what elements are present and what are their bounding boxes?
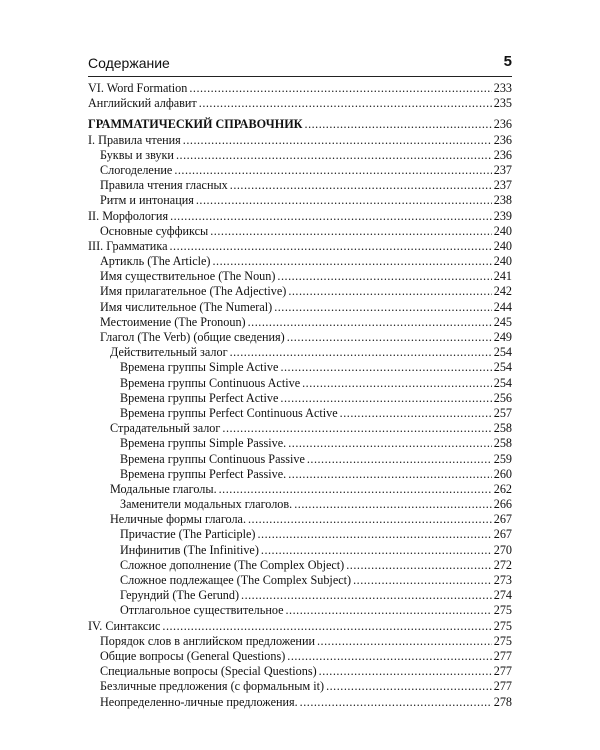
toc-dot-leader [176,148,492,163]
toc-entry-title: Причастие (The Participle) [120,527,256,542]
toc-dot-leader [340,406,492,421]
toc-entry-title: Основные суффиксы [100,223,209,238]
toc-entry[interactable] [88,558,512,573]
toc-dot-leader [274,300,492,315]
toc-dot-leader [170,209,492,224]
toc-entry-title: Отглагольное существительное [120,603,284,618]
toc-entry-page: 249 [493,330,512,344]
toc-dot-leader [212,254,491,269]
toc-entry-title: Буквы и звуки [100,147,174,162]
toc-entry-page: 239 [493,208,512,223]
toc-entry[interactable] [88,148,512,163]
toc-entry-title: Имя числительное (The Numeral) [100,299,273,314]
toc-entry[interactable] [88,254,512,269]
toc-entry-page: 267 [493,527,512,542]
toc-dot-leader [230,178,492,193]
toc-entry-title: Местоимение (The Pronoun) [100,314,246,329]
toc-dot-leader [280,391,491,406]
toc-entry-title: Времена группы Continuous Active [120,375,301,390]
toc-entry[interactable] [88,512,512,527]
toc-entry-page: 241 [493,269,512,284]
toc-dot-leader [294,497,492,512]
toc-dot-leader [174,163,491,178]
toc-dot-leader [277,269,491,284]
toc-dot-leader [346,558,491,573]
toc-entry-page: 254 [493,375,512,390]
table-of-contents [88,81,512,710]
toc-dot-leader [288,284,491,299]
toc-entry[interactable] [88,406,512,421]
toc-entry-page: 258 [493,421,512,436]
toc-dot-leader [210,224,491,239]
toc-dot-leader [287,330,492,345]
toc-entry-page: 237 [493,162,512,177]
toc-entry-title: Правила чтения гласных [100,178,228,193]
toc-entry-title: III. Грамматика [88,238,168,253]
toc-entry-page: 267 [493,512,512,527]
toc-entry[interactable] [88,345,512,360]
toc-dot-leader [230,345,492,360]
toc-entry-title: Времена группы Simple Passive. [120,436,287,451]
toc-entry-page: 260 [493,466,512,481]
toc-entry-title: VI. Word Formation [88,81,188,95]
toc-entry-page: 240 [493,254,512,269]
toc-entry-title: Имя существительное (The Noun) [100,269,276,284]
toc-entry[interactable] [88,603,512,618]
toc-entry[interactable] [88,649,512,664]
toc-entry-title: I. Правила чтения [88,132,181,147]
toc-dot-leader [258,527,492,542]
toc-dot-leader [196,193,492,208]
toc-entry[interactable] [88,133,512,148]
toc-entry-title: Времена группы Simple Active [120,360,279,375]
toc-entry[interactable] [88,664,512,679]
toc-entry[interactable] [88,269,512,284]
toc-entry-page: 244 [493,299,512,314]
toc-entry[interactable] [88,467,512,482]
toc-entry[interactable] [88,391,512,406]
toc-dot-leader [353,573,492,588]
toc-entry-page: 245 [493,314,512,329]
toc-dot-leader [199,96,492,111]
toc-entry-page: 242 [493,284,512,299]
toc-entry-page: 237 [493,178,512,193]
toc-entry-title: Заменители модальных глаголов. [120,497,293,512]
toc-entry[interactable] [88,436,512,451]
toc-entry-title: Герундий (The Gerund) [120,588,240,603]
toc-entry-title: Времена группы Perfect Passive. [120,466,287,481]
toc-entry-page: 240 [493,223,512,238]
toc-dot-leader [183,133,492,148]
toc-entry-page: 273 [493,573,512,587]
toc-dot-leader [248,315,492,330]
toc-entry[interactable] [88,527,512,542]
toc-entry[interactable] [88,209,512,224]
toc-dot-leader [286,603,492,618]
toc-entry-title: Ритм и интонация [100,193,194,208]
toc-entry-page: 277 [493,648,512,663]
toc-dot-leader [219,482,492,497]
toc-entry-page: 236 [493,117,512,132]
toc-entry[interactable] [88,163,512,178]
toc-dot-leader [307,452,492,467]
toc-dot-leader [280,360,491,375]
toc-entry-page: 275 [493,603,512,618]
toc-entry-page: 277 [493,664,512,679]
toc-dot-leader [300,695,492,710]
toc-entry[interactable] [88,315,512,330]
toc-entry-title: Действительный залог [110,345,228,360]
header-title: Содержание [88,55,170,71]
toc-entry[interactable] [88,695,512,710]
toc-dot-leader [287,649,491,664]
toc-entry-title: Слогоделение [100,162,173,177]
toc-entry[interactable] [88,178,512,193]
toc-entry-page: 272 [493,557,512,572]
toc-entry-title: Неличные формы глагола. [110,512,246,527]
toc-entry-page: 275 [493,618,512,633]
toc-dot-leader [305,117,492,132]
toc-entry-page: 259 [493,451,512,466]
toc-entry[interactable] [88,543,512,558]
toc-dot-leader [317,634,492,649]
toc-entry-title: ГРАММАТИЧЕСКИЙ СПРАВОЧНИК [88,117,303,132]
toc-entry[interactable] [88,330,512,345]
toc-entry[interactable] [88,482,512,497]
toc-entry-page: 254 [493,345,512,360]
toc-entry-page: 235 [493,96,512,111]
toc-entry-title: Модальные глаголы. [110,481,217,496]
toc-entry[interactable] [88,497,512,512]
toc-entry-title: Времена группы Continuous Passive [120,451,305,466]
toc-entry-page: 257 [493,405,512,420]
toc-entry-page: 266 [493,497,512,512]
toc-entry-page: 258 [493,436,512,451]
toc-entry[interactable] [88,573,512,588]
toc-entry[interactable] [88,239,512,254]
toc-dot-leader [222,421,491,436]
toc-entry-page: 256 [493,390,512,405]
toc-entry-title: Порядок слов в английском предложении [100,633,315,648]
toc-entry-title: Времена группы Perfect Active [120,390,279,405]
toc-dot-leader [288,467,492,482]
toc-entry-page: 270 [493,542,512,557]
toc-entry-page: 277 [493,679,512,694]
toc-entry[interactable] [88,81,512,96]
toc-entry-title: Инфинитив (The Infinitive) [120,542,259,557]
toc-dot-leader [169,239,491,254]
toc-entry-title: Общие вопросы (General Questions) [100,648,286,663]
toc-entry-title: Страдательный залог [110,421,221,436]
toc-dot-leader [326,679,492,694]
toc-entry[interactable] [88,117,512,132]
toc-entry-page: 236 [493,132,512,147]
toc-entry-title: II. Морфология [88,208,169,223]
toc-entry-title: IV. Синтаксис [88,618,161,633]
toc-entry[interactable] [88,452,512,467]
toc-dot-leader [248,512,492,527]
toc-dot-leader [261,543,492,558]
toc-dot-leader [241,588,492,603]
toc-entry[interactable] [88,634,512,649]
toc-dot-leader [319,664,492,679]
toc-entry-title: Глагол (The Verb) (общие сведения) [100,330,285,344]
toc-entry-page: 254 [493,360,512,375]
toc-entry[interactable] [88,224,512,239]
toc-entry[interactable] [88,300,512,315]
toc-entry-page: 262 [493,481,512,496]
toc-dot-leader [189,81,491,96]
toc-entry-title: Сложное дополнение (The Complex Object) [120,557,345,572]
toc-entry-title: Английский алфавит [88,96,197,111]
toc-entry[interactable] [88,284,512,299]
toc-entry-title: Имя прилагательное (The Adjective) [100,284,287,299]
toc-entry[interactable] [88,376,512,391]
toc-entry-page: 278 [493,694,512,709]
toc-dot-leader [302,376,492,391]
running-header [88,52,512,74]
toc-entry[interactable] [88,421,512,436]
toc-entry[interactable] [88,619,512,634]
toc-entry[interactable] [88,360,512,375]
toc-entry-page: 240 [493,238,512,253]
header-divider [88,76,512,77]
toc-entry[interactable] [88,193,512,208]
toc-entry-title: Артикль (The Article) [100,254,211,269]
toc-entry-title: Времена группы Perfect Continuous Active [120,405,338,420]
toc-entry[interactable] [88,96,512,111]
toc-entry-title: Безличные предложения (с формальным it) [100,679,325,694]
toc-entry[interactable] [88,588,512,603]
toc-entry-page: 274 [493,588,512,603]
page-number: 5 [503,53,512,70]
toc-entry-title: Неопределенно-личные предложения. [100,694,298,709]
toc-entry-page: 238 [493,193,512,208]
toc-entry-page: 236 [493,147,512,162]
toc-entry-page: 233 [493,81,512,95]
toc-entry-title: Сложное подлежащее (The Complex Subject) [120,573,352,587]
toc-dot-leader [162,619,491,634]
toc-dot-leader [288,436,491,451]
toc-entry-page: 275 [493,633,512,648]
toc-entry[interactable] [88,679,512,694]
toc-entry-title: Специальные вопросы (Special Questions) [100,664,317,679]
